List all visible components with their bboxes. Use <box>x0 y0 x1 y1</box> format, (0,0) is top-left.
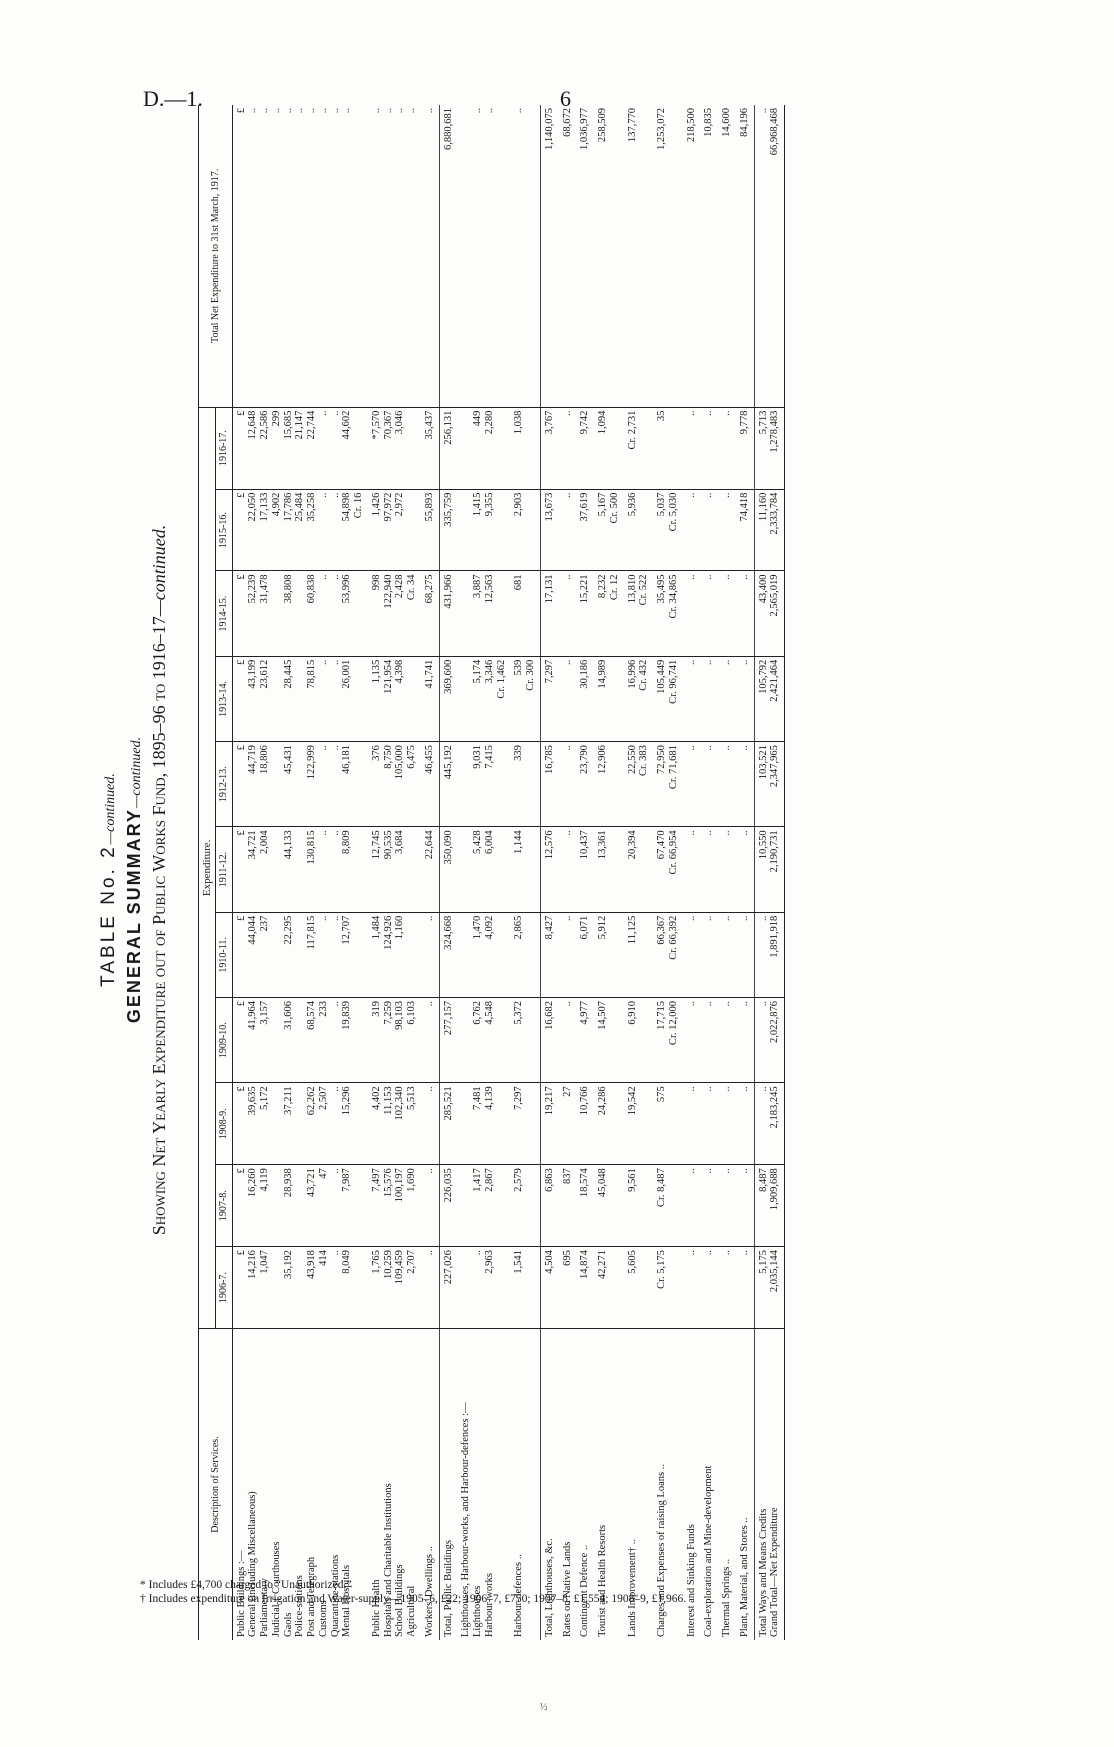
footnotes <box>140 1578 686 1607</box>
row-year-value: .. <box>683 489 701 571</box>
row-year-value: 24,286 <box>594 1083 624 1165</box>
row-year-value: £ 34,721 2,004 44,133 130,815 .. .. 8,809 <box>232 827 368 912</box>
row-year-value: 10,550 2,190,731 <box>754 827 785 912</box>
row-year-value: .. <box>700 1247 718 1329</box>
row-year-value: .. <box>700 407 718 489</box>
row-year-value: 35,437 <box>421 407 439 489</box>
column-header-year: 1910-11. <box>216 912 232 997</box>
row-year-value: 55,893 <box>421 489 439 571</box>
row-total-value: .. <box>510 105 540 407</box>
row-year-value: £ 39,635 5,172 37,211 62,262 2,507 .. 15,296 <box>232 1083 368 1165</box>
summary-title: GENERAL SUMMARY—continued. <box>124 736 144 1024</box>
table-row <box>700 105 718 1640</box>
row-year-value: 1,135 121,954 4,398 <box>368 656 421 741</box>
row-year-value: .. <box>559 571 577 656</box>
table-titles <box>90 80 170 1680</box>
row-year-value: 324,668 <box>439 912 457 997</box>
row-year-value: 3,887 12,563 <box>457 571 510 656</box>
row-year-value: 539 Cr. 300 <box>510 656 540 741</box>
row-year-value: 277,157 <box>439 998 457 1083</box>
row-description: Charges and Expenses of raising Loans .. <box>656 1463 667 1637</box>
row-year-value: 4,504 <box>540 1247 558 1329</box>
row-year-value: 9,742 <box>576 407 594 489</box>
column-header-year: 1906-7. <box>216 1247 232 1329</box>
row-year-value: .. <box>736 742 754 827</box>
row-year-value: 7,297 <box>540 656 558 741</box>
row-year-value: 16,785 <box>540 742 558 827</box>
row-year-value: .. <box>421 1247 439 1329</box>
column-header-year: 1907-8. <box>216 1165 232 1247</box>
row-year-value: 22,644 <box>421 827 439 912</box>
row-year-value: 11,160 2,333,784 <box>754 489 785 571</box>
row-year-value: 5,605 <box>624 1247 654 1329</box>
table-row <box>540 105 558 1640</box>
row-description: Public Health Hospitals and Charitable Institutions School Buildings Agricultural <box>370 1483 417 1637</box>
row-year-value: 5,713 1,278,483 <box>754 407 785 489</box>
row-description: Plant, Material, and Stores .. <box>738 1517 750 1637</box>
row-year-value: 681 <box>510 571 540 656</box>
row-total-value: 1,140,075 <box>540 105 558 407</box>
row-year-value: .. <box>718 1165 736 1247</box>
row-total-value: .. .. .. .. <box>368 105 421 407</box>
row-year-value: .. <box>700 656 718 741</box>
row-year-value: *7,570 70,367 3,046 <box>368 407 421 489</box>
row-year-value: .. <box>683 1165 701 1247</box>
row-year-value: .. 2,963 <box>457 1247 510 1329</box>
row-year-value: 5,175 2,035,144 <box>754 1247 785 1329</box>
row-year-value: 837 <box>559 1165 577 1247</box>
row-year-value: .. 2,022,876 <box>754 998 785 1083</box>
row-year-value: .. <box>736 912 754 997</box>
row-year-value: 449 2,280 <box>457 407 510 489</box>
table-row <box>576 105 594 1640</box>
row-year-value: 46,455 <box>421 742 439 827</box>
row-year-value: 1,470 4,092 <box>457 912 510 997</box>
row-description: Lands Improvement† .. <box>626 1539 638 1637</box>
row-year-value: 35 <box>653 407 683 489</box>
row-year-value: 226,035 <box>439 1165 457 1247</box>
row-year-value: .. <box>718 742 736 827</box>
column-header-year: 1909-10. <box>216 998 232 1083</box>
row-year-value: .. <box>736 656 754 741</box>
row-year-value: 66,367 Cr. 66,392 <box>653 912 683 997</box>
row-year-value: 18,574 <box>576 1165 594 1247</box>
row-year-value: 5,037 Cr. 5,030 <box>653 489 683 571</box>
row-year-value: 9,031 7,415 <box>457 742 510 827</box>
page-number: 6 <box>560 86 571 111</box>
row-year-value: 1,094 <box>594 407 624 489</box>
table-row <box>559 105 577 1640</box>
row-year-value: Cr. 5,175 <box>653 1247 683 1329</box>
row-year-value: 445,192 <box>439 742 457 827</box>
footnote-irrigation: † Includes expenditure on Irrigation and Water-supply—1905–6, £22; 1906–7, £750; 1907–8, £1,554; 1908–9, £1,966. <box>140 1593 687 1606</box>
row-year-value: 42,271 <box>594 1247 624 1329</box>
row-year-value: .. <box>718 571 736 656</box>
row-year-value: 4,977 <box>576 998 594 1083</box>
row-year-value: 9,561 <box>624 1165 654 1247</box>
row-year-value: £ 44,044 237 22,295 117,815 .. .. 12,707 <box>232 912 368 997</box>
row-year-value: 1,415 9,355 <box>457 489 510 571</box>
row-year-value: £ 12,648 22,586 299 15,685 21,147 22,744 .. .. 44,602 <box>232 407 368 489</box>
row-year-value: 12,906 <box>594 742 624 827</box>
footnote-unauthorized: * Includes £4,700 charged to “Unauthorized.” <box>140 1579 352 1591</box>
row-total-value: .. <box>421 105 439 407</box>
expenditure-table <box>198 105 785 1640</box>
row-year-value: .. <box>718 1247 736 1329</box>
row-year-value: .. <box>718 656 736 741</box>
table-row <box>736 105 754 1640</box>
row-year-value: .. <box>700 998 718 1083</box>
row-year-value: .. <box>700 742 718 827</box>
row-year-value: 1,144 <box>510 827 540 912</box>
row-year-value: .. <box>559 998 577 1083</box>
row-total-value: 14,600 <box>718 105 736 407</box>
row-total-value: 6,880,681 <box>439 105 457 407</box>
row-year-value: £ 44,719 18,806 45,431 122,999 .. .. 46,181 <box>232 742 368 827</box>
row-year-value: 22,550 Cr. 383 <box>624 742 654 827</box>
row-total-value: 218,500 <box>683 105 701 407</box>
row-year-value: 103,521 2,347,965 <box>754 742 785 827</box>
row-year-value: 8,427 <box>540 912 558 997</box>
row-year-value: 5,372 <box>510 998 540 1083</box>
row-year-value: 14,874 <box>576 1247 594 1329</box>
row-year-value: 105,792 2,421,464 <box>754 656 785 741</box>
column-header-description: Description of Services. <box>199 1329 233 1641</box>
row-year-value: 3,767 <box>540 407 558 489</box>
column-header-total: Total Net Expenditure to 31st March, 1917. <box>199 105 233 407</box>
row-year-value: .. <box>718 407 736 489</box>
row-year-value: 37,619 <box>576 489 594 571</box>
column-group-expenditure: Expenditure. <box>199 407 216 1328</box>
row-total-value: 68,672 <box>559 105 577 407</box>
table-row <box>624 105 654 1640</box>
column-header-year: 1912-13. <box>216 742 232 827</box>
row-year-value: 376 8,750 105,000 6,475 <box>368 742 421 827</box>
table-row <box>683 105 701 1640</box>
row-total-value: £ .. .. .. .. .. .. .. .. .. <box>232 105 368 407</box>
row-year-value: £ 41,964 3,157 31,606 68,574 233 .. 19,839 <box>232 998 368 1083</box>
table-row <box>718 105 736 1640</box>
row-year-value: 256,131 <box>439 407 457 489</box>
row-year-value: .. <box>700 827 718 912</box>
row-year-value: 11,125 <box>624 912 654 997</box>
row-year-value: 35,495 Cr. 34,865 <box>653 571 683 656</box>
row-year-value: .. <box>718 912 736 997</box>
row-year-value: £ 52,239 31,478 38,808 60,838 .. .. 53,996 <box>232 571 368 656</box>
row-year-value: 15,221 <box>576 571 594 656</box>
row-year-value: 9,778 <box>736 407 754 489</box>
row-year-value: 14,989 <box>594 656 624 741</box>
row-description: Tourist and Health Resorts <box>597 1524 608 1637</box>
row-year-value: £ 22,050 17,133 4,902 17,786 25,484 35,258 .. .. 54,898 Cr. 16 <box>232 489 368 571</box>
row-year-value: 998 122,940 2,428 Cr. 34 <box>368 571 421 656</box>
row-year-value: 5,428 6,004 <box>457 827 510 912</box>
row-year-value: 43,400 2,565,019 <box>754 571 785 656</box>
row-year-value: 6,762 4,548 <box>457 998 510 1083</box>
row-year-value: .. <box>559 912 577 997</box>
row-year-value: 16,682 <box>540 998 558 1083</box>
row-year-value: 6,910 <box>624 998 654 1083</box>
row-year-value: .. <box>683 656 701 741</box>
row-year-value: .. <box>736 1083 754 1165</box>
row-year-value: 20,394 <box>624 827 654 912</box>
row-year-value: 27 <box>559 1083 577 1165</box>
table-row <box>368 105 421 1640</box>
row-year-value: 13,810 Cr. 522 <box>624 571 654 656</box>
row-total-value: 1,036,977 <box>576 105 594 407</box>
table-subtitle: Showing Net Yearly Expenditure out of Public Works Fund, 1895–96 to 1916–17—continued. <box>149 524 169 1236</box>
row-year-value: 335,759 <box>439 489 457 571</box>
table-row <box>754 105 785 1640</box>
row-year-value: 12,576 <box>540 827 558 912</box>
table-row <box>439 105 457 1640</box>
row-year-value: .. <box>421 998 439 1083</box>
column-header-year: 1911-12. <box>216 827 232 912</box>
row-total-value: 137,770 <box>624 105 654 407</box>
row-total-value: 1,253,072 <box>653 105 683 407</box>
row-year-value: 14,507 <box>594 998 624 1083</box>
row-year-value: .. <box>559 656 577 741</box>
row-year-value: 1,417 2,867 <box>457 1165 510 1247</box>
rotated-table-page <box>90 80 1030 1680</box>
row-description: Interest and Sinking Funds <box>685 1524 697 1637</box>
row-year-value: 5,167 Cr. 500 <box>594 489 624 571</box>
row-year-value: .. <box>700 1165 718 1247</box>
row-year-value: .. <box>421 912 439 997</box>
row-year-value: 105,449 Cr. 96,741 <box>653 656 683 741</box>
table-row <box>653 105 683 1640</box>
row-year-value: £ 14,216 1,047 35,192 43,918 414 .. 8,049 <box>232 1247 368 1329</box>
row-year-value: 12,745 90,535 3,684 <box>368 827 421 912</box>
row-year-value: 10,766 <box>576 1083 594 1165</box>
row-description: Total, Public Buildings <box>439 1329 457 1641</box>
row-year-value: 23,790 <box>576 742 594 827</box>
row-year-value: 1,484 124,926 1,160 <box>368 912 421 997</box>
row-year-value: .. <box>683 827 701 912</box>
row-year-value: 4,402 11,153 102,340 5,513 <box>368 1083 421 1165</box>
row-year-value: 2,903 <box>510 489 540 571</box>
row-total-value: .. .. <box>457 105 510 407</box>
row-description: Total Ways and Means Credits Grand Total—Net Expenditure <box>754 1329 785 1641</box>
row-year-value: Cr. 2,731 <box>624 407 654 489</box>
row-year-value: 7,297 <box>510 1083 540 1165</box>
row-year-value: 6,863 <box>540 1165 558 1247</box>
row-year-value: 17,715 Cr. 12,000 <box>653 998 683 1083</box>
row-year-value: .. <box>700 489 718 571</box>
row-year-value: 5,912 <box>594 912 624 997</box>
row-year-value: 67,470 Cr. 66,954 <box>653 827 683 912</box>
row-year-value: 5,936 <box>624 489 654 571</box>
row-description: Workers' Dwellings .. <box>423 1546 435 1637</box>
row-year-value: 2,865 <box>510 912 540 997</box>
row-year-value: .. <box>559 827 577 912</box>
table-row <box>232 105 368 1640</box>
table-row <box>457 105 510 1640</box>
row-year-value: 575 <box>653 1083 683 1165</box>
row-year-value: 227,026 <box>439 1247 457 1329</box>
row-year-value: 1,426 97,972 2,972 <box>368 489 421 571</box>
row-year-value: £ 43,199 23,612 28,445 78,815 .. .. 26,001 <box>232 656 368 741</box>
row-description: Coal-exploration and Mine-development <box>703 1465 715 1637</box>
row-year-value: .. 2,183,245 <box>754 1083 785 1165</box>
row-total-value: 84,196 <box>736 105 754 407</box>
row-year-value: 319 7,259 98,103 6,103 <box>368 998 421 1083</box>
row-description: Rates on Native Lands <box>561 1541 573 1637</box>
row-year-value: .. <box>421 1165 439 1247</box>
row-year-value: .. <box>736 827 754 912</box>
row-year-value: 339 <box>510 742 540 827</box>
row-year-value: .. <box>718 489 736 571</box>
column-header-year: 1914-15. <box>216 571 232 656</box>
row-year-value: .. <box>559 742 577 827</box>
row-year-value: 8,487 1,909,688 <box>754 1165 785 1247</box>
row-year-value: .. <box>736 1165 754 1247</box>
row-description: Total, Lighthouses, &c. <box>540 1329 558 1641</box>
row-year-value: 41,741 <box>421 656 439 741</box>
row-year-value: 10,437 <box>576 827 594 912</box>
document-id: D.—1. <box>143 86 203 111</box>
column-header-year: 1916-17. <box>216 407 232 489</box>
row-total-value: 10,835 <box>700 105 718 407</box>
row-total-value: .. 66,968,468 <box>754 105 785 407</box>
row-year-value: .. <box>700 1083 718 1165</box>
row-year-value: Cr. 8,487 <box>653 1165 683 1247</box>
row-year-value: .. <box>683 742 701 827</box>
row-year-value: 350,090 <box>439 827 457 912</box>
row-year-value: 68,275 <box>421 571 439 656</box>
row-year-value: .. <box>559 489 577 571</box>
table-row <box>510 105 540 1640</box>
column-header-year: 1915-16. <box>216 489 232 571</box>
table-row <box>421 105 439 1640</box>
row-year-value: £ 16,260 4,119 28,938 43,721 47 .. 7,987 <box>232 1165 368 1247</box>
row-year-value: .. <box>718 998 736 1083</box>
table-number: TABLE No. 2—continued. <box>98 773 119 987</box>
row-description: Public Buildings :— General (including Miscellaneous) Parliamentary Judicial { Courthouses Gaols Police-stations Post and Telegraph Customs Quarantine-stations Mental Hospitals <box>235 1491 353 1637</box>
row-year-value: 19,217 <box>540 1083 558 1165</box>
row-year-value: 1,541 <box>510 1247 540 1329</box>
row-year-value: 13,673 <box>540 489 558 571</box>
row-year-value: .. <box>683 1083 701 1165</box>
row-year-value: .. <box>700 571 718 656</box>
row-description: Thermal Springs .. <box>721 1558 732 1637</box>
column-header-year: 1913-14. <box>216 656 232 741</box>
row-year-value: .. <box>718 1083 736 1165</box>
row-year-value: .. <box>683 1247 701 1329</box>
row-total-value: 258,509 <box>594 105 624 407</box>
row-year-value: 6,071 <box>576 912 594 997</box>
row-year-value: .. <box>683 912 701 997</box>
row-description: Lighthouses, Harbour-works, and Harbour-defences :— Lighthouses Harbour-works <box>460 1402 495 1637</box>
row-year-value: 7,497 15,576 100,197 1,690 <box>368 1165 421 1247</box>
row-year-value: 17,131 <box>540 571 558 656</box>
row-year-value: 5,174 3,346 Cr. 1,462 <box>457 656 510 741</box>
row-year-value: 285,521 <box>439 1083 457 1165</box>
row-year-value: .. <box>718 827 736 912</box>
table-row <box>594 105 624 1640</box>
row-year-value: .. <box>700 912 718 997</box>
row-year-value: .. <box>683 998 701 1083</box>
row-year-value: 1,038 <box>510 407 540 489</box>
row-year-value: 72,950 Cr. 71,681 <box>653 742 683 827</box>
row-year-value: 74,418 <box>736 489 754 571</box>
row-year-value: .. <box>421 1083 439 1165</box>
row-year-value: 695 <box>559 1247 577 1329</box>
row-year-value: 7,481 4,139 <box>457 1083 510 1165</box>
row-year-value: 16,996 Cr. 432 <box>624 656 654 741</box>
row-year-value: .. <box>683 571 701 656</box>
column-header-year: 1908-9. <box>216 1083 232 1165</box>
row-description: Harbour-defences .. <box>513 1554 525 1637</box>
row-year-value: 45,048 <box>594 1165 624 1247</box>
row-year-value: .. <box>736 571 754 656</box>
row-description: Contingent Defence .. <box>579 1544 591 1637</box>
row-year-value: .. <box>736 998 754 1083</box>
row-year-value: 1,765 10,259 109,459 2,707 <box>368 1247 421 1329</box>
row-year-value: .. <box>683 407 701 489</box>
row-year-value: 8,232 Cr. 12 <box>594 571 624 656</box>
row-year-value: .. <box>736 1247 754 1329</box>
row-year-value: 431,966 <box>439 571 457 656</box>
row-year-value: 2,579 <box>510 1165 540 1247</box>
pen-mark: ½ <box>540 1702 548 1713</box>
row-year-value: .. <box>559 407 577 489</box>
row-year-value: 13,361 <box>594 827 624 912</box>
row-year-value: 19,542 <box>624 1083 654 1165</box>
row-year-value: .. 1,891,918 <box>754 912 785 997</box>
row-year-value: 369,600 <box>439 656 457 741</box>
row-year-value: 30,186 <box>576 656 594 741</box>
